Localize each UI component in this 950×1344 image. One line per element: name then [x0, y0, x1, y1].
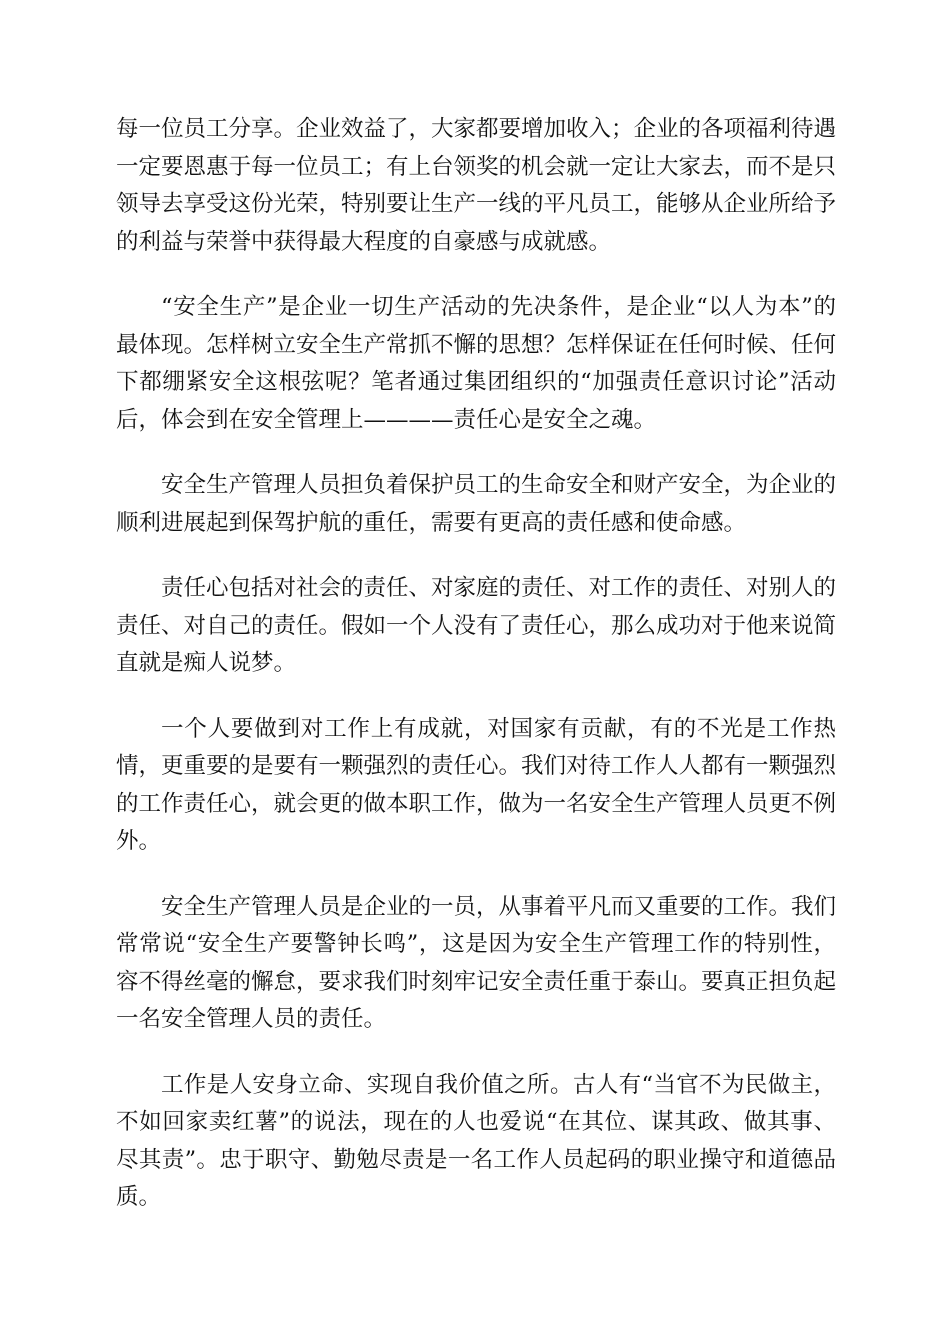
paragraph-gap	[116, 261, 836, 289]
paragraph-2: “安全生产”是企业一切生产活动的先决条件，是企业“以人为本”的最体现。怎样树立安全生产常抓不懈的思想？怎样保证在任何时候、任何下都绷紧安全这根弦呢？笔者通过集团组织的“加强责任意识讨论”活动后，体会到在安全管理上————责任心是安全之魂。	[116, 294, 837, 433]
paragraph-5: 一个人要做到对工作上有成就，对国家有贡献，有的不光是工作热情，更重要的是要有一颗强烈的责任心。我们对待工作人人都有一颗强烈的工作责任心，就会更的做本职工作，做为一名安全生产管理人员更不例外。	[116, 715, 837, 854]
paragraph-gap	[116, 683, 836, 711]
paragraph-gap	[116, 1039, 836, 1067]
paragraph-gap	[116, 439, 836, 467]
paragraph-1: 每一位员工分享。企业效益了，大家都要增加收入；企业的各项福利待遇一定要恩惠于每一位员工；有上台领奖的机会就一定让大家去，而不是只领导去享受这份光荣，特别要让生产一线的平凡员工，能够从企业所给予的利益与荣誉中获得最大程度的自豪感与成就感。	[116, 116, 837, 255]
paragraph-3: 安全生产管理人员担负着保护员工的生命安全和财产安全，为企业的顺利进展起到保驾护航的重任，需要有更高的责任感和使命感。	[116, 472, 837, 536]
document-body	[116, 111, 836, 1217]
paragraph-7: 工作是人安身立命、实现自我价值之所。古人有“当官不为民做主，不如回家卖红薯”的说法，现在的人也爱说“在其位、谋其政、做其事、尽其责”。忠于职守、勤勉尽责是一名工作人员起码的职业操守和道德品质。	[116, 1071, 836, 1210]
paragraph-6: 安全生产管理人员是企业的一员，从事着平凡而又重要的工作。我们常常说“安全生产要警钟长鸣”，这是因为安全生产管理工作的特别性，容不得丝毫的懈怠，要求我们时刻牢记安全责任重于泰山。要真正担负起一名安全管理人员的责任。	[116, 893, 837, 1032]
paragraph-gap	[116, 861, 836, 889]
paragraph-gap	[116, 542, 836, 570]
paragraph-4: 责任心包括对社会的责任、对家庭的责任、对工作的责任、对别人的责任、对自己的责任。假如一个人没有了责任心，那么成功对于他来说简直就是痴人说梦。	[116, 575, 837, 676]
